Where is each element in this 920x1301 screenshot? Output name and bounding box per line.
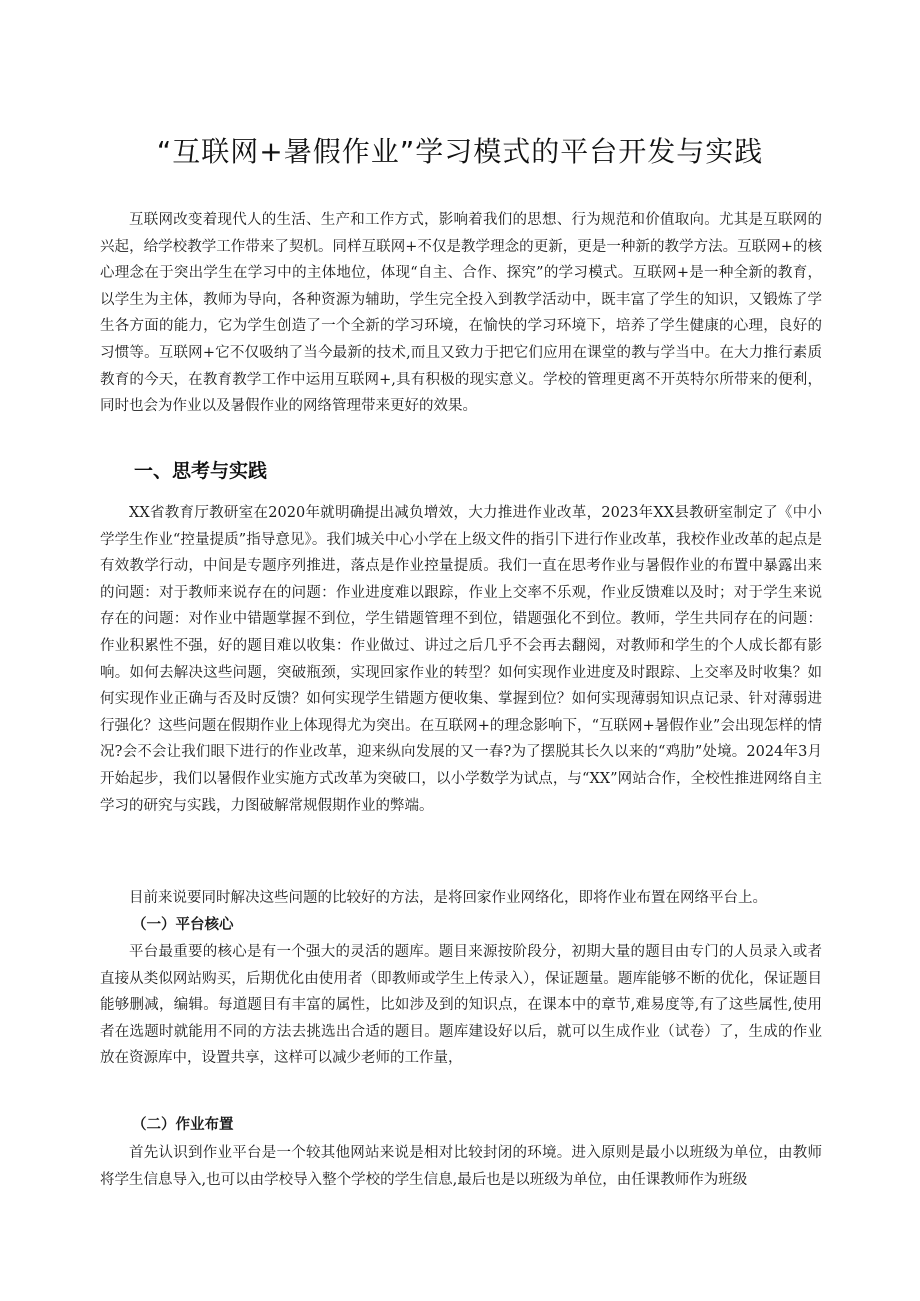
subsection-heading-homework-assignment: （二）作业布置 xyxy=(132,1116,234,1133)
document-title: “互联网+暑假作业”学习模式的平台开发与实践 xyxy=(156,135,764,168)
section1-paragraph-2: 目前来说要同时解决这些问题的比较好的方法，是将回家作业网络化，即将作业布置在网络平台上。 xyxy=(129,890,767,906)
platform-core-paragraph: 平台最重要的核心是有一个强大的灵活的题库。题目来源按阶段分，初期大量的题目由专门的人员录入或者直接从类似网站购买，后期优化由使用者（即教师或学生上传录入），保证题量。题库能够不断的优化，保证题目能够删减，编辑。每道题目有丰富的属性，比如涉及到的知识点，在课本中的章节,难易度等,有了这些属性,使用者在选题时就能用不同的方法去挑选出合适的题目。题库建设好以后，就可以生成作业（试卷）了，生成的作业放在资源库中，设置共享，这样可以减少老师的工作量， xyxy=(100,944,822,1067)
section-heading-thinking-practice: 一、思考与实践 xyxy=(134,460,268,482)
intro-paragraph: 互联网改变着现代人的生活、生产和工作方式，影响着我们的思想、行为规范和价值取向。尤其是互联网的兴起，给学校教学工作带来了契机。同样互联网+不仅是教学理念的更新，更是一种新的教学方法。互联网+的核心理念在于突出学生在学习中的主体地位，体现“自主、合作、探究”的学习模式。互联网+是一种全新的教育，以学生为主体，教师为导向，各种资源为辅助，学生完全投入到教学活动中，既丰富了学生的知识，又锻炼了学生各方面的能力，它为学生创造了一个全新的学习环境，在愉快的学习环境下，培养了学生健康的心理，良好的习惯等。互联网+它不仅吸纳了当今最新的技术,而且又致力于把它们应用在课堂的教与学当中。在大力推行素质教育的今天，在教育教学工作中运用互联网+,具有积极的现实意义。学校的管理更离不开英特尔所带来的便利，同时也会为作业以及暑假作业的网络管理带来更好的效果。 xyxy=(100,212,822,415)
homework-assignment-paragraph: 首先认识到作业平台是一个较其他网站来说是相对比较封闭的环境。进入原则是最小以班级为单位，由教师将学生信息导入,也可以由学校导入整个学校的学生信息,最后也是以班级为单位，由任课教师作为班级 xyxy=(100,1145,822,1188)
section1-paragraph: XX省教育厅教研室在2020年就明确提出减负增效，大力推进作业改革，2023年XX县教研室制定了《中小学学生作业“控量提质”指导意见》。我们城关中心小学在上级文件的指引下进行作业改革，我校作业改革的起点是有效教学行动，中间是专题序列推进，落点是作业控量提质。我们一直在思考作业与暑假作业的布置中暴露出来的问题：对于教师来说存在的问题：作业进度难以跟踪，作业上交率不乐观，作业反馈难以及时；对于学生来说存在的问题：对作业中错题掌握不到位，学生错题管理不到位，错题强化不到位。教师，学生共同存在的问题：作业积累性不强，好的题目难以收集：作业做过、讲过之后几乎不会再去翻阅，对教师和学生的个人成长都有影响。如何去解决这些问题，突破瓶颈，实现回家作业的转型？如何实现作业进度及时跟踪、上交率及时收集？如何实现作业正确与否及时反馈？如何实现学生错题方便收集、掌握到位？如何实现薄弱知识点记录、针对薄弱进行强化？这些问题在假期作业上体现得尤为突出。在互联网+的理念影响下，“互联网+暑假作业”会出现怎样的情况?会不会让我们眼下进行的作业改革，迎来纵向发展的又一春?为了摆脱其长久以来的“鸡肋”处境。2024年3月开始起步，我们以暑假作业实施方式改革为突破口，以小学数学为试点，与“XX”网站合作，全校性推进网络自主学习的研究与实践，力图破解常规假期作业的弊端。 xyxy=(100,505,822,814)
subsection-heading-platform-core: （一）平台核心 xyxy=(132,916,234,933)
